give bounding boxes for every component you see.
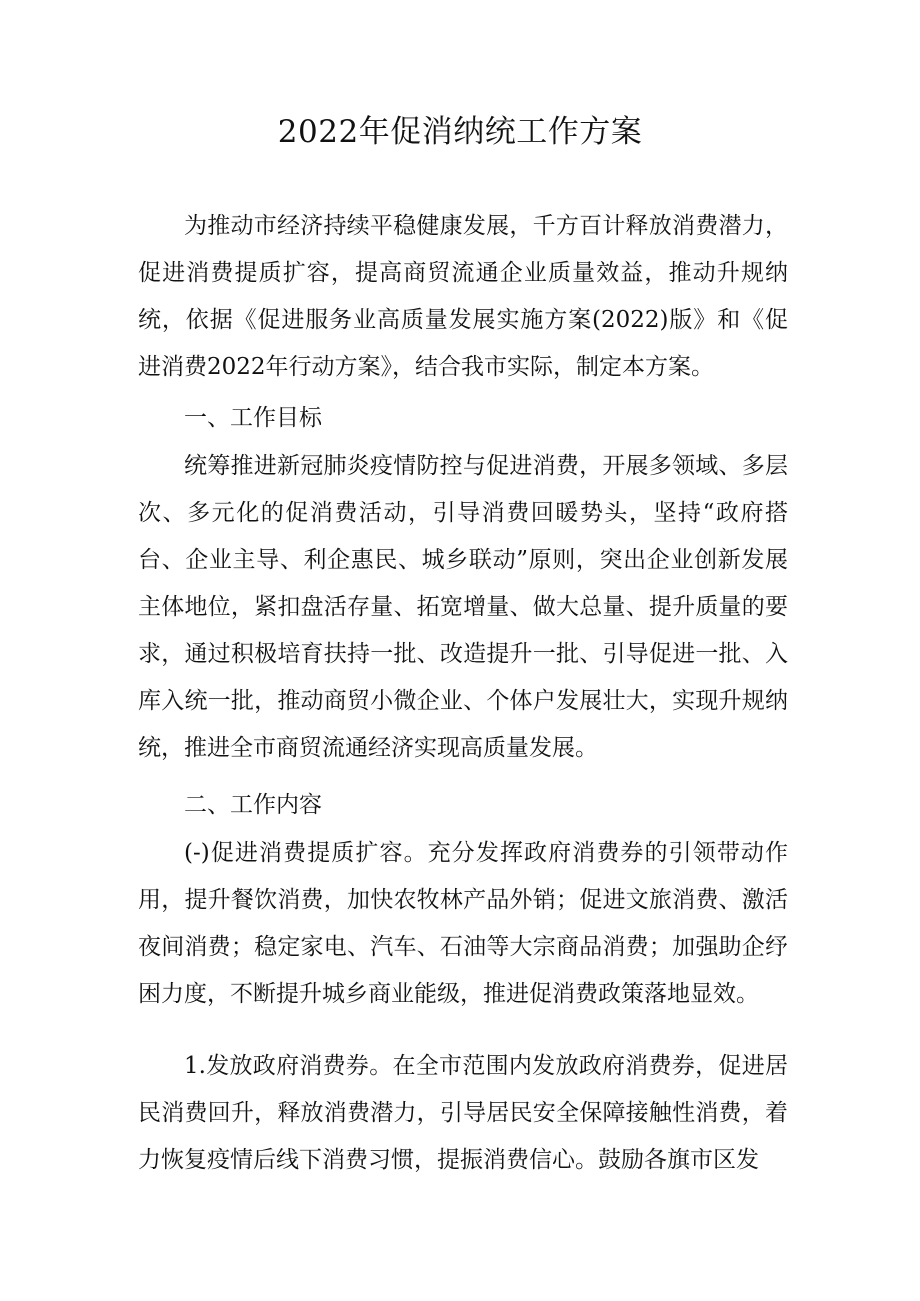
section-heading-content: 二、工作内容 [184,792,322,818]
item-paragraph-vouchers: 1.发放政府消费券。在全市范围内发放政府消费券，促进居民消费回升，释放消费潜力，引导居民安全保障接触性消费，着力恢复疫情后线下消费习惯，提振消费信心。鼓励各旗市区发 [138,1053,788,1173]
subsection-paragraph-consumption: (-)促进消费提质扩容。充分发挥政府消费券的引领带动作用，提升餐饮消费，加快农牧林产品外销；促进文旅消费、激活夜间消费；稳定家电、汽车、石油等大宗商品消费；加强助企纾困力度，不断提升城乡商业能级，推进促消费政策落地显效。 [138,840,788,1007]
intro-paragraph: 为推动市经济持续平稳健康发展，千方百计释放消费潜力，促进消费提质扩容，提高商贸流通企业质量效益，推动升规纳统，依据《促进服务业高质量发展实施方案(2022)版》和《促进消费2022年行动方案》，结合我市实际，制定本方案。 [138,213,788,380]
goals-paragraph: 统筹推进新冠肺炎疫情防控与促进消费，开展多领域、多层次、多元化的促消费活动，引导消费回暖势头，坚持“政府搭台、企业主导、利企惠民、城乡联动”原则，突出企业创新发展主体地位，紧扣盘活存量、拓宽增量、做大总量、提升质量的要求，通过积极培育扶持一批、改造提升一批、引导促进一批、入库入统一批，推动商贸小微企业、个体户发展壮大，实现升规纳统，推进全市商贸流通经济实现高质量发展。 [138,453,788,761]
section-heading-goals: 一、工作目标 [184,405,322,431]
document-title: 2022年促消纳统工作方案 [277,114,643,150]
